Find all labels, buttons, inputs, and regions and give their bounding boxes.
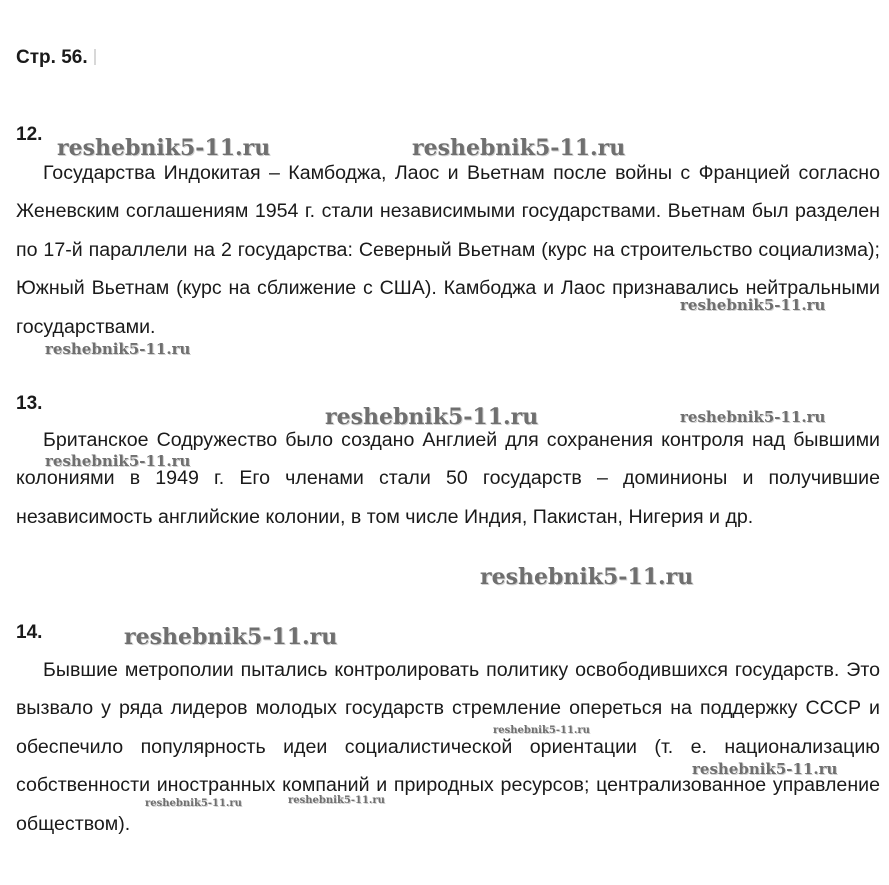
watermark: reshebnik5-11.ru: [493, 725, 590, 736]
page-title: Стр. 56.: [16, 47, 96, 69]
task-text-13: Британское Содружество было создано Англией для сохранения контроля над бывшими колониями в 1949 г. Его членами стали 50 государств – доминионы и получившие независимость английские колонии, в том числе Индия, Пакистан, Нигерия и др.: [16, 429, 880, 528]
watermark: reshebnik5-11.ru: [288, 795, 385, 806]
task-number-14: 14.: [16, 622, 43, 643]
watermark: reshebnik5-11.ru: [124, 624, 338, 650]
task-text-14: Бывшие метрополии пытались контролировать политику освободившихся государств. Это вызвало у ряда лидеров молодых государств стремление опереться на поддержку СССР и обеспечило популярность идеи социалистической ориентации (т. е. национализацию собственности иностранных компаний и природных ресурсов; централизованное управление обществом).: [16, 659, 880, 835]
task-text-12: Государства Индокитая – Камбоджа, Лаос и Вьетнам после войны с Францией согласно Женевским соглашениям 1954 г. стали независимыми государствами. Вьетнам был разделен по 17-й параллели на 2 государства: Северный Вьетнам (курс на строительство социализма); Южный Вьетнам (курс на сближение с США). Камбоджа и Лаос признавались нейтральными государствами.: [16, 162, 880, 338]
watermark: reshebnik5-11.ru: [680, 296, 826, 314]
watermark: reshebnik5-11.ru: [325, 404, 539, 430]
watermark: reshebnik5-11.ru: [692, 760, 838, 778]
watermark: reshebnik5-11.ru: [480, 564, 694, 590]
task-number-13: 13.: [16, 393, 43, 414]
watermark: reshebnik5-11.ru: [45, 452, 191, 470]
watermark: reshebnik5-11.ru: [145, 798, 242, 809]
task-number-12: 12.: [16, 124, 43, 145]
watermark: reshebnik5-11.ru: [412, 135, 626, 161]
text-cursor-mark: [94, 49, 96, 65]
watermark: reshebnik5-11.ru: [57, 135, 271, 161]
watermark: reshebnik5-11.ru: [45, 340, 191, 358]
watermark: reshebnik5-11.ru: [680, 408, 826, 426]
